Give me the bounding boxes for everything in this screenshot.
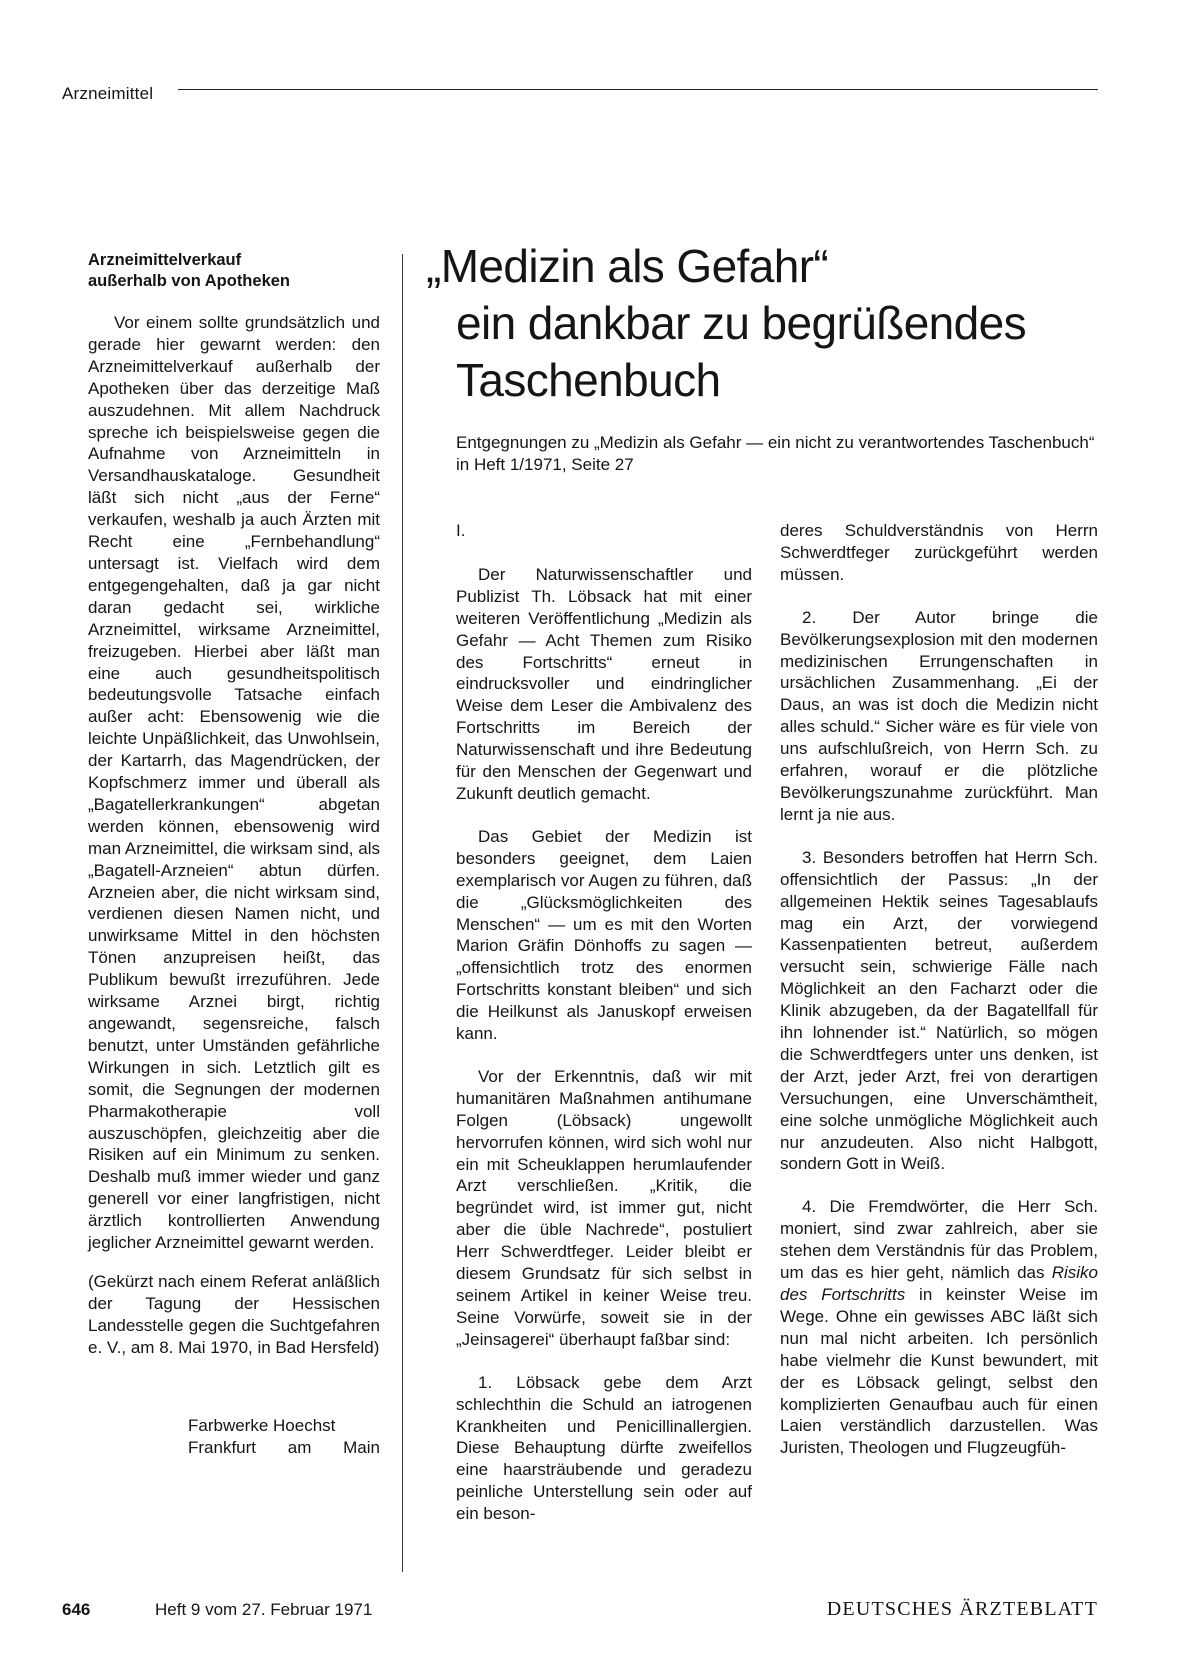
paragraph: deres Schuldverständnis von Herrn Schwerdtfeger zurückgeführt werden müssen.: [780, 521, 1098, 584]
sidebar-note: (Gekürzt nach einem Referat anläßlich der Tagung der Hessischen Landesstelle gegen die Suchtgefahren e. V., am 8. Mai 1970, in Bad Hersfeld): [88, 1271, 380, 1357]
title-line3: Taschenbuch: [456, 354, 721, 406]
emphasis-text: Risiko des Fortschritts: [780, 1263, 1098, 1304]
paragraph: 1. Löbsack gebe dem Arzt schlechthin die Schuld an iatrogenen Krankheiten und Penicillinallergien. Diese Behauptung dürfte zweifellos eine haarsträubende und geradezu peinliche Unterstellung sein oder auf ein beson-: [456, 1372, 752, 1524]
section-header: Arzneimittel: [62, 84, 154, 103]
header-divider: [178, 89, 1098, 90]
title-line2: ein dankbar zu begrüßendes: [456, 297, 1027, 349]
sidebar-article: [88, 250, 380, 1458]
sidebar-heading-line1: Arzneimittelverkauf: [88, 251, 242, 269]
column-divider: [402, 254, 403, 1572]
page-number: 646: [62, 1600, 91, 1619]
paragraph-text: 4. Die Fremdwörter, die Herr Sch. moniert, sind zwar zahlreich, aber sie stehen dem Verständnis für das Problem, um das es hier geht, nämlich das: [780, 1197, 1098, 1283]
title-line1: „Medizin als Gefahr“: [426, 240, 829, 292]
signature-line2: Frankfurt am Main: [188, 1437, 380, 1457]
paragraph: [780, 1196, 1098, 1459]
sidebar-signature: [88, 1415, 380, 1459]
paragraph: 3. Besonders betroffen hat Herrn Sch. offensichtlich der Passus: „In der allgemeinen Hektik seines Tagesablaufs mag ein Arzt, der vorwiegend Kassenpatienten betreut, außerdem versucht sein, schwierige Fälle nach Möglichkeit an den Facharzt oder die Klinik abzugeben, da der Bagatellfall für ihn lohnender ist.“ Natürlich, so mögen die Schwerdtfegers unter uns denken, ist der Arzt, jeder Arzt, frei von derartigen Versuchungen, eine Unverschämtheit, eine solche unmögliche Möglichkeit auch nur anzudeuten. Also nicht Halbgott, sondern Gott in Weiß.: [780, 847, 1098, 1174]
paragraph-text: in keinster Weise im Wege. Ohne ein gewisses ABC läßt sich nun mal nicht arbeiten. Ich persönlich habe vielmehr die Kunst bewundert, mit der es Löbsack gelingt, selbst den komplizierten Genaufbau auch für einen Laien verständlich darzustellen. Was Juristen, Theologen und Flugzeugfüh-: [780, 1285, 1099, 1458]
signature-line1: Farbwerke Hoechst: [188, 1415, 336, 1435]
section-label: I.: [456, 521, 466, 540]
sidebar-heading-line2: außerhalb von Apotheken: [88, 272, 290, 290]
article-column-2: [780, 520, 1098, 1480]
paragraph: Vor der Erkenntnis, daß wir mit humanitären Maßnahmen antihumane Folgen (Löbsack) ungewollt hervorrufen können, wird sich wohl nur ein mit Scheuklappen herumlaufender Arzt verschließen. „Kritik, die begründet wird, ist immer gut, nicht aber die üble Nachrede“, postuliert Herr Schwerdtfeger. Leider bleibt er diesem Grundsatz für sich selbst in seinem Artikel in keiner Weise treu. Seine Vorwürfe, soweit sie in der „Jeinsagerei“ überhaupt faßbar sind:: [456, 1066, 752, 1349]
sidebar-body: Vor einem sollte grundsätzlich und gerade hier gewarnt werden: den Arzneimittelverkauf außerhalb der Apotheken über das derzeitige Maß auszudehnen. Mit allem Nachdruck spreche ich beispielsweise gegen die Aufnahme von Arzneimitteln in Versandhauskataloge. Gesundheit läßt sich nicht „aus der Ferne“ verkaufen, weshalb ja auch Ärzten mit Recht eine „Fernbehandlung“ untersagt ist. Vielfach wird dem entgegengehalten, daß ja gar nicht daran gedacht sei, wirkliche Arzneimittel, wirksame Arzneimittel, freizugeben. Hierbei aber läßt man eine auch gesundheitspolitisch bedeutungsvolle Tatsache einfach außer acht: Ebensowenig wie die leichte Unpäßlichkeit, das Unwohlsein, der Kartarrh, das Magendrücken, der Kopfschmerz immer und überall als „Bagatellerkrankungen“ abgetan werden können, ebensowenig wird man Arzneimittel, die wirksam sind, als „Bagatell-Arzneien“ abtun dürfen. Arzneien aber, die nicht wirksam sind, verdienen diesen Namen nicht, und unwirksame Mittel in den höchsten Tönen anzupreisen heißt, das Publikum bewußt irrezuführen. Jede wirksame Arznei birgt, richtig angewandt, segensreiche, falsch benutzt, unter Umständen gefährliche Wirkungen in sich. Letztlich gilt es somit, die Segnungen der modernen Pharmakotherapie voll auszuschöpfen, gleichzeitig aber die Risiken auf ein Minimum zu senken. Deshalb muß immer wieder und ganz generell vor einer langfristigen, nicht ärztlich kontrollierten Anwendung jeglicher Arzneimittel gewarnt werden.: [88, 313, 380, 1253]
issue-info: Heft 9 vom 27. Februar 1971: [155, 1600, 373, 1619]
article-title: [426, 238, 1086, 409]
article-column-1: [456, 520, 752, 1546]
paragraph: Das Gebiet der Medizin ist besonders geeignet, dem Laien exemplarisch vor Augen zu führen, daß die „Glücksmöglichkeiten des Menschen“ — um es mit den Worten Marion Gräfin Dönhoffs zu sagen — „offensichtlich trotz des enormen Fortschritts konstant bleiben“ und sich die Heilkunst als Januskopf erweisen kann.: [456, 826, 752, 1044]
paragraph: 2. Der Autor bringe die Bevölkerungsexplosion mit den modernen medizinischen Errungenschaften in ursächlichen Zusammenhang. „Ei der Daus, an was ist doch die Medizin nicht alles schuld.“ Sicher wäre es für viele von uns aufschlußreich, von Herrn Sch. zu erfahren, worauf er die plötzliche Bevölkerungszunahme zurückführt. Man lernt ja nie aus.: [780, 607, 1098, 824]
journal-name: DEUTSCHES ÄRZTEBLATT: [826, 1598, 1098, 1620]
article-subtitle: Entgegnungen zu „Medizin als Gefahr — ein nicht zu verantwortendes Taschenbuch“ in Heft 1/1971, Seite 27: [456, 433, 1095, 474]
sidebar-heading: [88, 250, 380, 292]
paragraph: Der Naturwissenschaftler und Publizist Th. Löbsack hat mit einer weiteren Veröffentlichung „Medizin als Gefahr — Acht Themen zum Risiko des Fortschritts“ erneut in eindrucksvoller und eindringlicher Weise dem Leser die Ambivalenz des Fortschritts im Bereich der Naturwissenschaft und ihre Bedeutung für den Menschen der Gegenwart und Zukunft deutlich gemacht.: [456, 564, 752, 803]
